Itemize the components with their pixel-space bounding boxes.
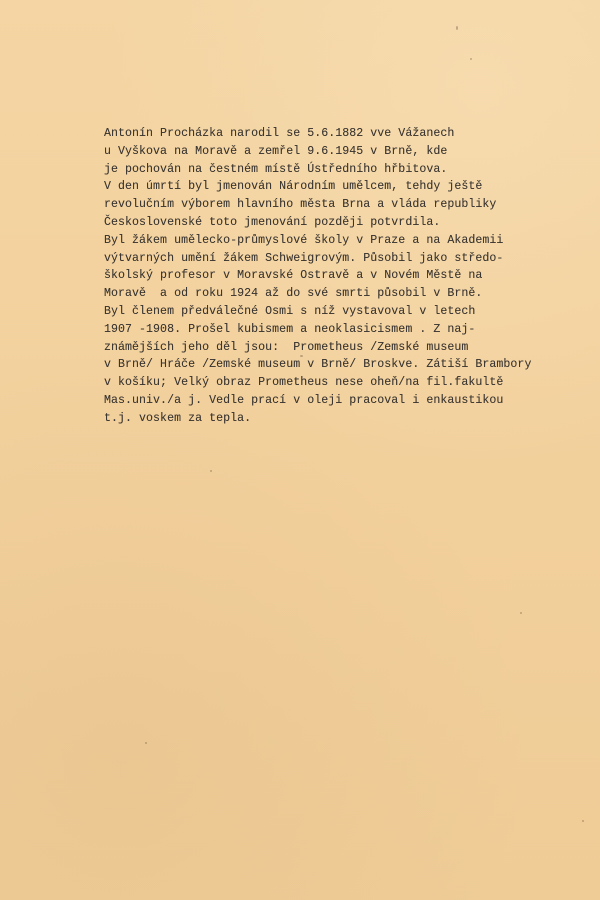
text-line: známějších jeho děl jsou: Prometheus /Zemské museum [104,340,469,354]
text-line: školský profesor v Moravské Ostravě a v Novém Městě na [104,269,483,283]
text-line: Antonín Procházka narodil se 5.6.1882 vve Vážanech [104,127,455,140]
text-line: Moravě a od roku 1924 až do své smrti působil v Brně. [104,287,483,301]
text-line: v košíku; Velký obraz Prometheus nese oheň/na fil.fakultě [104,376,504,390]
text-line: t.j. voskem za tepla. [104,411,252,425]
text-line: u Vyškova na Moravě a zemřel 9.6.1945 v Brně, kde [104,144,448,158]
text-line: Byl členem předválečné Osmi s níž vystavoval v letech [104,304,476,318]
text-line: v Brně/ Hráče /Zemské museum v Brně/ Broskve. Zátiší Brambory [104,358,532,372]
paper-speck [582,820,584,822]
text-line: Československé toto jmenování později potvrdila. [104,215,441,229]
text-line: revolučním výborem hlavního města Brna a vláda republiky [104,198,497,212]
text-line: Mas.univ./a j. Vedle prací v oleji pracoval i enkaustikou [104,393,504,407]
text-line: V den úmrtí byl jmenován Národním umělcem, tehdy ještě [104,180,483,194]
paper-speck [210,470,212,472]
paper-speck [470,58,472,60]
paper-speck [456,26,458,30]
text-line: 1907 -1908. Prošel kubismem a neoklasicismem . Z naj- [104,322,476,336]
text-line: výtvarných umění žákem Schweigrovým. Působil jako středo- [104,251,504,265]
text-line: Byl žákem umělecko-průmyslové školy v Praze a na Akademii [104,233,504,247]
paper-speck [520,612,522,614]
typewritten-biography [104,125,594,428]
text-line: je pochován na čestném místě Ústředního hřbitova. [104,162,448,176]
paper-speck [145,742,147,744]
